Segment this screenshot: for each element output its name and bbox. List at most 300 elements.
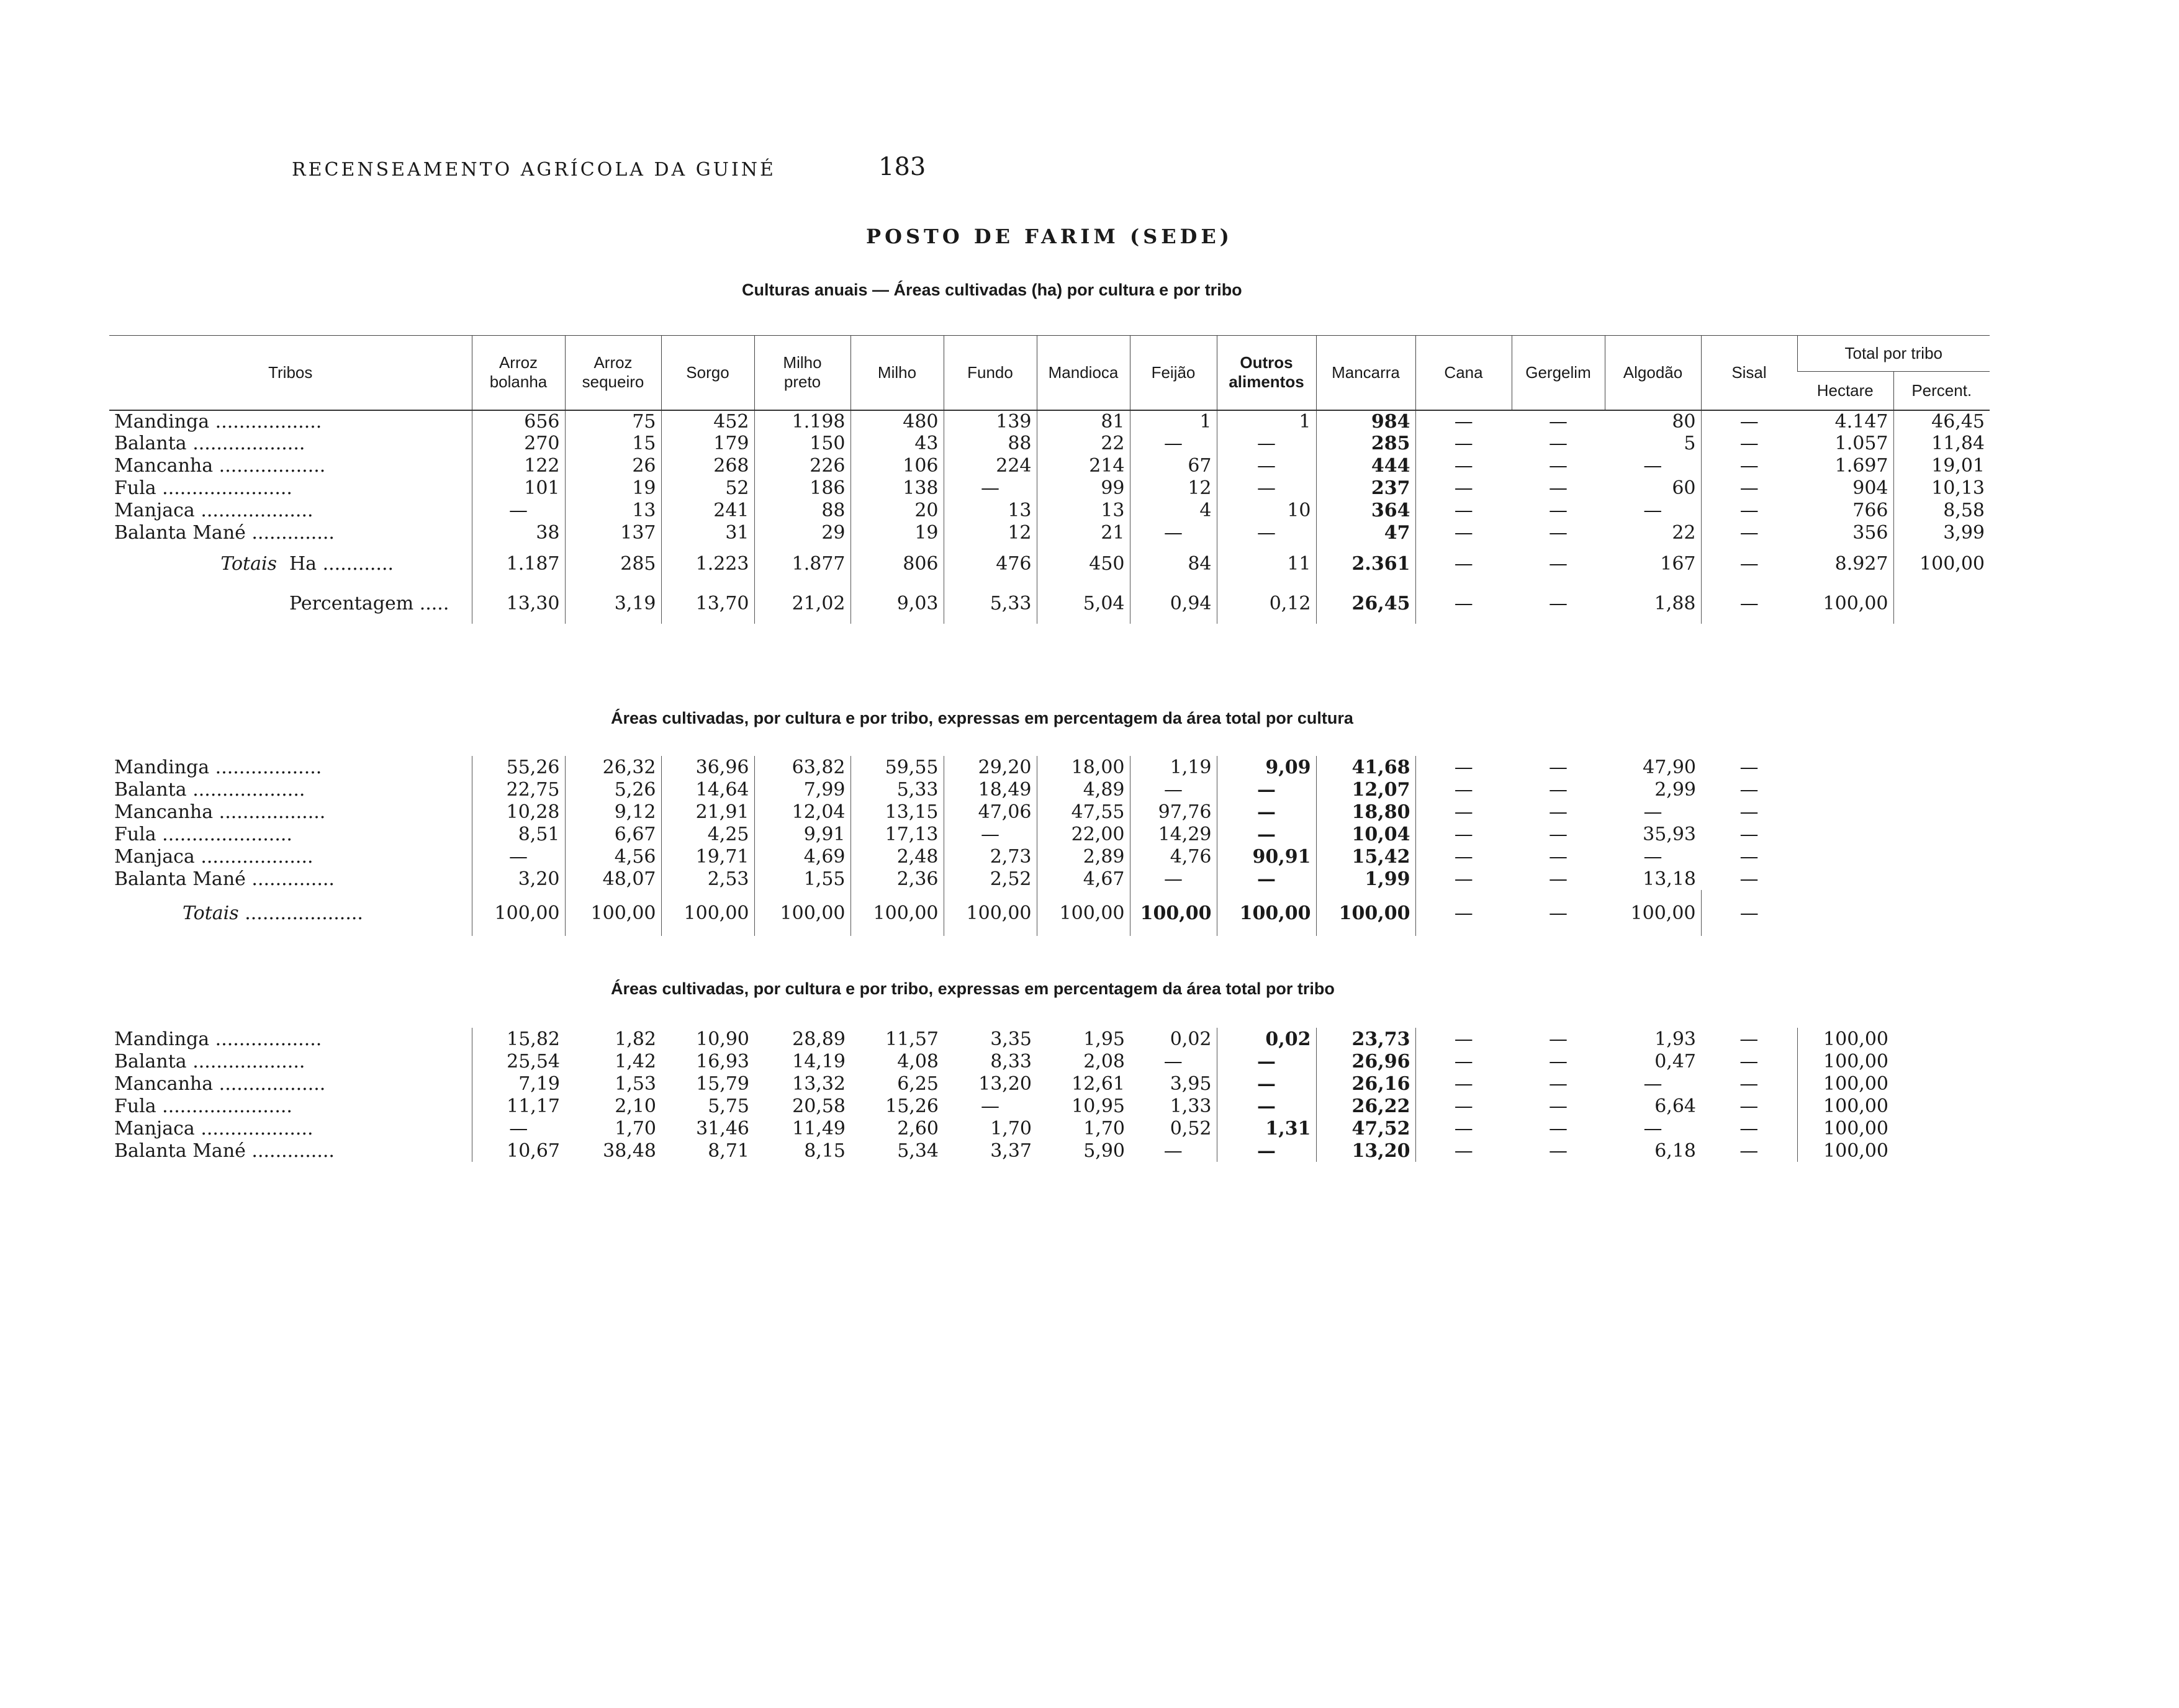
value-cell: 5,75 (708, 1095, 749, 1117)
totals-label: Percentagem ..... (109, 584, 472, 624)
total-cell: 5,04 (1037, 584, 1130, 624)
col-mancarra: Mancarra (1316, 336, 1415, 410)
value-cell: 122 (472, 455, 565, 477)
value-cell: 10,90 (696, 1028, 749, 1050)
tribe-name: Mandinga .................. (109, 1028, 472, 1050)
value-cell: — (1454, 500, 1473, 521)
value-cell: 8,33 (990, 1050, 1032, 1072)
value-cell: — (1549, 1028, 1568, 1050)
totals-label: Totais .................... (109, 890, 472, 936)
value-cell: — (1454, 1028, 1473, 1050)
value-cell: — (1454, 756, 1473, 778)
value-cell: 3,37 (990, 1139, 1032, 1162)
value-cell: — (1454, 433, 1473, 454)
value-cell: 38,48 (603, 1139, 656, 1162)
value-cell: — (1739, 500, 1759, 521)
value-cell: 10 (1217, 500, 1316, 522)
total-cell: 476 (944, 544, 1037, 584)
value-cell: 1 (1130, 410, 1217, 433)
tribe-name: Fula ...................... (109, 823, 472, 845)
col-percent: Percent. (1893, 372, 1990, 410)
total-cell: — (1739, 593, 1759, 614)
value-cell: — (1454, 868, 1473, 890)
value-cell: 46,45 (1931, 410, 1985, 433)
value-cell: 214 (1037, 455, 1130, 477)
value-cell: — (1130, 868, 1217, 890)
value-cell: — (1549, 845, 1568, 868)
value-cell: — (1739, 801, 1759, 823)
value-cell: — (1739, 477, 1759, 499)
value-cell: 150 (754, 433, 850, 455)
value-cell: 13,18 (1643, 868, 1696, 890)
value-cell: 88 (754, 500, 850, 522)
table-row (109, 500, 1990, 522)
value-cell: — (1549, 477, 1568, 499)
value-cell: 97,76 (1130, 801, 1217, 823)
col-algodao: Algodão (1605, 336, 1701, 410)
value-cell: — (1549, 522, 1568, 544)
value-cell: 10,67 (507, 1139, 560, 1162)
total-cell: 100,00 (565, 890, 661, 936)
table-row (109, 455, 1990, 477)
value-cell: — (1454, 410, 1473, 433)
col-tribos: Tribos (109, 336, 472, 410)
value-cell: 9,12 (565, 801, 661, 823)
table-row (109, 477, 1990, 500)
value-cell: 4,69 (754, 845, 850, 868)
total-cell: — (1454, 553, 1473, 575)
value-cell: — (1739, 845, 1759, 868)
value-cell: 5,34 (897, 1139, 939, 1162)
value-cell: 26,16 (1316, 1072, 1415, 1095)
value-cell: — (1217, 868, 1316, 890)
value-cell: 47,52 (1316, 1117, 1415, 1139)
value-cell: 17,13 (850, 823, 944, 845)
value-cell: 6,25 (897, 1072, 939, 1095)
value-cell: — (1701, 1139, 1797, 1162)
value-cell: 48,07 (565, 868, 661, 890)
value-cell: 1,95 (1083, 1028, 1125, 1050)
tribe-name: Mandinga .................. (109, 756, 472, 778)
value-cell: 13 (565, 500, 661, 522)
value-cell: 19,01 (1931, 455, 1985, 477)
value-cell: 26,96 (1316, 1050, 1415, 1072)
value-cell: 8,51 (472, 823, 565, 845)
value-cell: — (1454, 801, 1473, 823)
value-cell: 1,33 (1130, 1095, 1217, 1117)
table-row (109, 1095, 1893, 1117)
table-row (109, 522, 1990, 544)
value-cell: — (1549, 1139, 1568, 1162)
value-cell: 18,80 (1316, 801, 1415, 823)
total-cell: 9,03 (850, 584, 944, 624)
value-cell: 1,93 (1654, 1028, 1696, 1050)
value-cell: — (1217, 1095, 1316, 1117)
value-cell: 11,84 (1931, 433, 1985, 454)
value-cell: — (1454, 1095, 1473, 1117)
tribe-name: Balanta ................... (109, 778, 472, 801)
table-row (109, 433, 1990, 455)
value-cell: 1.198 (754, 410, 850, 433)
value-cell: 18,49 (944, 778, 1037, 801)
value-cell: — (1549, 1117, 1568, 1139)
value-cell: — (1643, 801, 1662, 823)
value-cell: 29 (754, 522, 850, 544)
page-title: POSTO DE FARIM (SEDE) (866, 225, 1233, 248)
value-cell: — (1549, 868, 1568, 890)
value-cell: 1.697 (1797, 455, 1893, 477)
totals-ha-row (109, 544, 1990, 584)
value-cell: 444 (1316, 455, 1415, 477)
value-cell: — (1217, 778, 1316, 801)
tribe-name: Balanta Mané .............. (109, 522, 472, 544)
value-cell: 28,89 (792, 1028, 846, 1050)
total-cell: — (1549, 902, 1568, 924)
value-cell: 1,82 (615, 1028, 656, 1050)
value-cell: 8,71 (708, 1139, 749, 1162)
total-cell: 0,94 (1130, 584, 1217, 624)
pct-per-tribe-table (109, 1028, 1893, 1162)
value-cell: 1,99 (1316, 868, 1415, 890)
value-cell: 9,09 (1217, 756, 1316, 778)
total-cell: 100,00 (661, 890, 754, 936)
value-cell: 20 (850, 500, 944, 522)
value-cell: — (1605, 500, 1701, 522)
col-arroz-sequeiro: Arroz sequeiro (565, 336, 661, 410)
total-cell: 100,00 (472, 890, 565, 936)
value-cell: 1,31 (1217, 1117, 1316, 1139)
value-cell: 19,71 (661, 845, 754, 868)
tribe-name: Balanta ................... (109, 1050, 472, 1072)
value-cell: 4,25 (661, 823, 754, 845)
value-cell: 15,26 (885, 1095, 939, 1117)
value-cell: 224 (944, 455, 1037, 477)
value-cell: — (1130, 522, 1217, 544)
value-cell: 2,08 (1083, 1050, 1125, 1072)
value-cell: 1.057 (1797, 433, 1893, 455)
tribe-name: Manjaca ................... (109, 1117, 472, 1139)
value-cell: — (944, 477, 1037, 500)
total-cell: 100,00 (1797, 584, 1893, 624)
value-cell: 1,70 (615, 1117, 656, 1139)
total-cell: — (1549, 553, 1568, 575)
value-cell: — (1549, 756, 1568, 778)
value-cell: 26,22 (1316, 1095, 1415, 1117)
value-cell: 14,29 (1130, 823, 1217, 845)
value-cell: — (472, 845, 565, 868)
value-cell: 15,42 (1316, 845, 1415, 868)
total-cell: 100,00 (1316, 890, 1415, 936)
value-cell: 59,55 (850, 756, 944, 778)
col-mandioca: Mandioca (1037, 336, 1130, 410)
value-cell: 4 (1130, 500, 1217, 522)
value-cell: 8,15 (804, 1139, 846, 1162)
value-cell: — (509, 1117, 528, 1139)
value-cell: 2,60 (897, 1117, 939, 1139)
value-cell: 15 (565, 433, 661, 455)
value-cell: 81 (1037, 410, 1130, 433)
value-cell: 47,06 (944, 801, 1037, 823)
pct-per-culture-table (109, 756, 1797, 936)
value-cell: 22,75 (472, 778, 565, 801)
col-sisal: Sisal (1701, 336, 1797, 410)
col-milho-preto: Milho preto (754, 336, 850, 410)
value-cell: 12,07 (1316, 778, 1415, 801)
value-cell: — (981, 1095, 999, 1117)
table-row (109, 845, 1797, 868)
value-cell: 226 (754, 455, 850, 477)
value-cell: 100,00 (1823, 1095, 1888, 1117)
value-cell: 26 (565, 455, 661, 477)
table-row (109, 778, 1797, 801)
value-cell: 138 (850, 477, 944, 500)
value-cell: 10,04 (1316, 823, 1415, 845)
value-cell: 237 (1316, 477, 1415, 500)
value-cell: 1,55 (754, 868, 850, 890)
value-cell: — (1217, 433, 1316, 455)
value-cell: 100,00 (1823, 1028, 1888, 1050)
total-cell: 13,70 (661, 584, 754, 624)
total-cell: — (1739, 902, 1759, 924)
value-cell: 13,15 (850, 801, 944, 823)
value-cell: 15,82 (507, 1028, 560, 1050)
value-cell: 80 (1605, 410, 1701, 433)
value-cell: 4,89 (1037, 778, 1130, 801)
value-cell: — (1549, 433, 1568, 454)
value-cell: 3,95 (1130, 1072, 1217, 1095)
value-cell: 0,47 (1654, 1050, 1696, 1072)
value-cell: 3,99 (1943, 522, 1985, 544)
total-cell: — (1454, 593, 1473, 614)
table-row (109, 1072, 1893, 1095)
value-cell: 4.147 (1797, 410, 1893, 433)
total-cell: 100,00 (1217, 890, 1316, 936)
value-cell: 0,52 (1130, 1117, 1217, 1139)
value-cell: — (1549, 500, 1568, 521)
value-cell: 36,96 (661, 756, 754, 778)
value-cell: 5,33 (850, 778, 944, 801)
value-cell: 100,00 (1823, 1117, 1888, 1139)
value-cell: 7,19 (518, 1072, 560, 1095)
value-cell: — (472, 500, 565, 522)
value-cell: 101 (472, 477, 565, 500)
value-cell: 47,90 (1643, 756, 1696, 778)
total-cell: 100,00 (850, 890, 944, 936)
table-row (109, 1117, 1893, 1139)
value-cell: 285 (1316, 433, 1415, 455)
value-cell: 22 (1605, 522, 1701, 544)
value-cell: 55,26 (472, 756, 565, 778)
value-cell: — (1739, 455, 1759, 477)
value-cell: 52 (661, 477, 754, 500)
value-cell: 20,58 (792, 1095, 846, 1117)
value-cell: 88 (944, 433, 1037, 455)
value-cell: 6,64 (1654, 1095, 1696, 1117)
value-cell: 13 (944, 500, 1037, 522)
value-cell: 21 (1037, 522, 1130, 544)
section-title-per-tribe: Áreas cultivadas, por cultura e por tribo, expressas em percentagem da área total por tribo (611, 979, 1335, 998)
value-cell: 106 (850, 455, 944, 477)
totals-pct-row (109, 584, 1990, 624)
value-cell: 12,04 (754, 801, 850, 823)
value-cell: 2,10 (615, 1095, 656, 1117)
value-cell: 11,49 (792, 1117, 846, 1139)
totals-label: Totais Ha ............ (109, 544, 472, 584)
col-hectare: Hectare (1797, 372, 1893, 410)
total-cell: 8.927 (1797, 544, 1893, 584)
value-cell: 13,20 (1316, 1139, 1415, 1162)
value-cell: 356 (1797, 522, 1893, 544)
value-cell: — (944, 823, 1037, 845)
value-cell: 100,00 (1823, 1139, 1888, 1162)
value-cell: 67 (1130, 455, 1217, 477)
total-cell: 100,00 (1605, 890, 1701, 936)
value-cell: — (1217, 522, 1316, 544)
value-cell: — (1454, 522, 1473, 544)
value-cell: — (1739, 823, 1759, 845)
value-cell: 13,32 (792, 1072, 846, 1095)
value-cell: 12,61 (1071, 1072, 1125, 1095)
value-cell: — (1454, 1072, 1473, 1095)
value-cell: — (1549, 1050, 1568, 1072)
value-cell: 35,93 (1643, 823, 1696, 845)
value-cell: — (1739, 433, 1759, 454)
tribe-name: Fula ...................... (109, 1095, 472, 1117)
total-cell: 21,02 (754, 584, 850, 624)
total-cell: 84 (1130, 544, 1217, 584)
tribe-name: Manjaca ................... (109, 500, 472, 522)
value-cell: 452 (661, 410, 754, 433)
value-cell: 5,90 (1083, 1139, 1125, 1162)
page-number: 183 (878, 153, 926, 181)
value-cell: 22,00 (1037, 823, 1130, 845)
value-cell: 8,58 (1943, 500, 1985, 521)
value-cell: — (1549, 778, 1568, 801)
value-cell: 99 (1037, 477, 1130, 500)
value-cell: 31 (661, 522, 754, 544)
value-cell: 12 (944, 522, 1037, 544)
value-cell: 3,20 (472, 868, 565, 890)
value-cell: — (1217, 1050, 1316, 1072)
value-cell: — (1739, 868, 1759, 890)
value-cell: — (1217, 823, 1316, 845)
value-cell: 6,18 (1654, 1139, 1696, 1162)
value-cell: 0,02 (1217, 1028, 1316, 1050)
value-cell: 364 (1316, 500, 1415, 522)
tribe-name: Mancanha .................. (109, 801, 472, 823)
value-cell: — (1454, 845, 1473, 868)
value-cell: 137 (565, 522, 661, 544)
total-cell: — (1739, 553, 1759, 575)
value-cell: 12 (1130, 477, 1217, 500)
value-cell: — (1701, 1117, 1797, 1139)
value-cell: 13,20 (978, 1072, 1032, 1095)
value-cell: 25,54 (507, 1050, 560, 1072)
total-cell: 1.187 (472, 544, 565, 584)
table-row (109, 801, 1797, 823)
tribe-name: Manjaca ................... (109, 845, 472, 868)
value-cell: 75 (565, 410, 661, 433)
value-cell: 0,02 (1130, 1028, 1217, 1050)
table-row (109, 1139, 1893, 1162)
value-cell: 2,99 (1654, 778, 1696, 801)
value-cell: 10,95 (1071, 1095, 1125, 1117)
value-cell: 241 (661, 500, 754, 522)
value-cell: — (1217, 801, 1316, 823)
value-cell: 10,13 (1931, 477, 1985, 499)
col-arroz-bolanha: Arroz bolanha (472, 336, 565, 410)
value-cell: 4,08 (897, 1050, 939, 1072)
tribe-name: Balanta Mané .............. (109, 868, 472, 890)
value-cell: — (1549, 455, 1568, 477)
value-cell: — (1701, 1028, 1797, 1050)
value-cell: — (1454, 1139, 1473, 1162)
value-cell: 1,70 (990, 1117, 1032, 1139)
value-cell: 2,89 (1037, 845, 1130, 868)
total-cell: — (1549, 593, 1568, 614)
value-cell: 19 (565, 477, 661, 500)
value-cell: 15,79 (696, 1072, 749, 1095)
value-cell: 41,68 (1316, 756, 1415, 778)
col-sorgo: Sorgo (661, 336, 754, 410)
table-row (109, 868, 1797, 890)
value-cell: 14,19 (792, 1050, 846, 1072)
value-cell: — (1217, 455, 1316, 477)
value-cell: 43 (850, 433, 944, 455)
value-cell: 7,99 (754, 778, 850, 801)
value-cell: — (1454, 1050, 1473, 1072)
col-fundo: Fundo (944, 336, 1037, 410)
table-subtitle: Culturas anuais — Áreas cultivadas (ha) por cultura e por tribo (742, 281, 1242, 299)
value-cell: 31,46 (696, 1117, 749, 1139)
col-total-por-tribo: Total por tribo (1797, 336, 1990, 372)
value-cell: — (1739, 522, 1759, 544)
value-cell: 2,52 (944, 868, 1037, 890)
value-cell: — (1643, 1117, 1662, 1139)
value-cell: 3,35 (990, 1028, 1032, 1050)
value-cell: 1,19 (1130, 756, 1217, 778)
value-cell: — (1130, 1139, 1217, 1162)
value-cell: 2,73 (944, 845, 1037, 868)
totals-row (109, 890, 1797, 936)
total-cell: 100,00 (1920, 553, 1985, 575)
value-cell: 60 (1605, 477, 1701, 500)
col-outros-alimentos: Outros alimentos (1217, 336, 1316, 410)
value-cell: — (1549, 1095, 1568, 1117)
value-cell: — (1454, 823, 1473, 845)
value-cell: 22 (1037, 433, 1130, 455)
value-cell: — (1739, 778, 1759, 801)
value-cell: — (1605, 455, 1701, 477)
value-cell: 1,53 (615, 1072, 656, 1095)
total-cell: 285 (565, 544, 661, 584)
value-cell: 18,00 (1037, 756, 1130, 778)
value-cell: 11,57 (885, 1028, 939, 1050)
total-cell: 1,88 (1605, 584, 1701, 624)
running-title: RECENSEAMENTO AGRÍCOLA DA GUINÉ (292, 159, 776, 181)
table-row (109, 1028, 1893, 1050)
value-cell: — (1549, 801, 1568, 823)
value-cell: 14,64 (661, 778, 754, 801)
section-title-per-culture: Áreas cultivadas, por cultura e por tribo, expressas em percentagem da área total por cultura (611, 709, 1353, 727)
value-cell: 10,28 (472, 801, 565, 823)
value-cell: 186 (754, 477, 850, 500)
total-cell: 0,12 (1217, 584, 1316, 624)
value-cell: 1,70 (1083, 1117, 1125, 1139)
tribe-name: Mandinga .................. (109, 410, 472, 433)
tribe-name: Balanta Mané .............. (109, 1139, 472, 1162)
value-cell: 47 (1316, 522, 1415, 544)
